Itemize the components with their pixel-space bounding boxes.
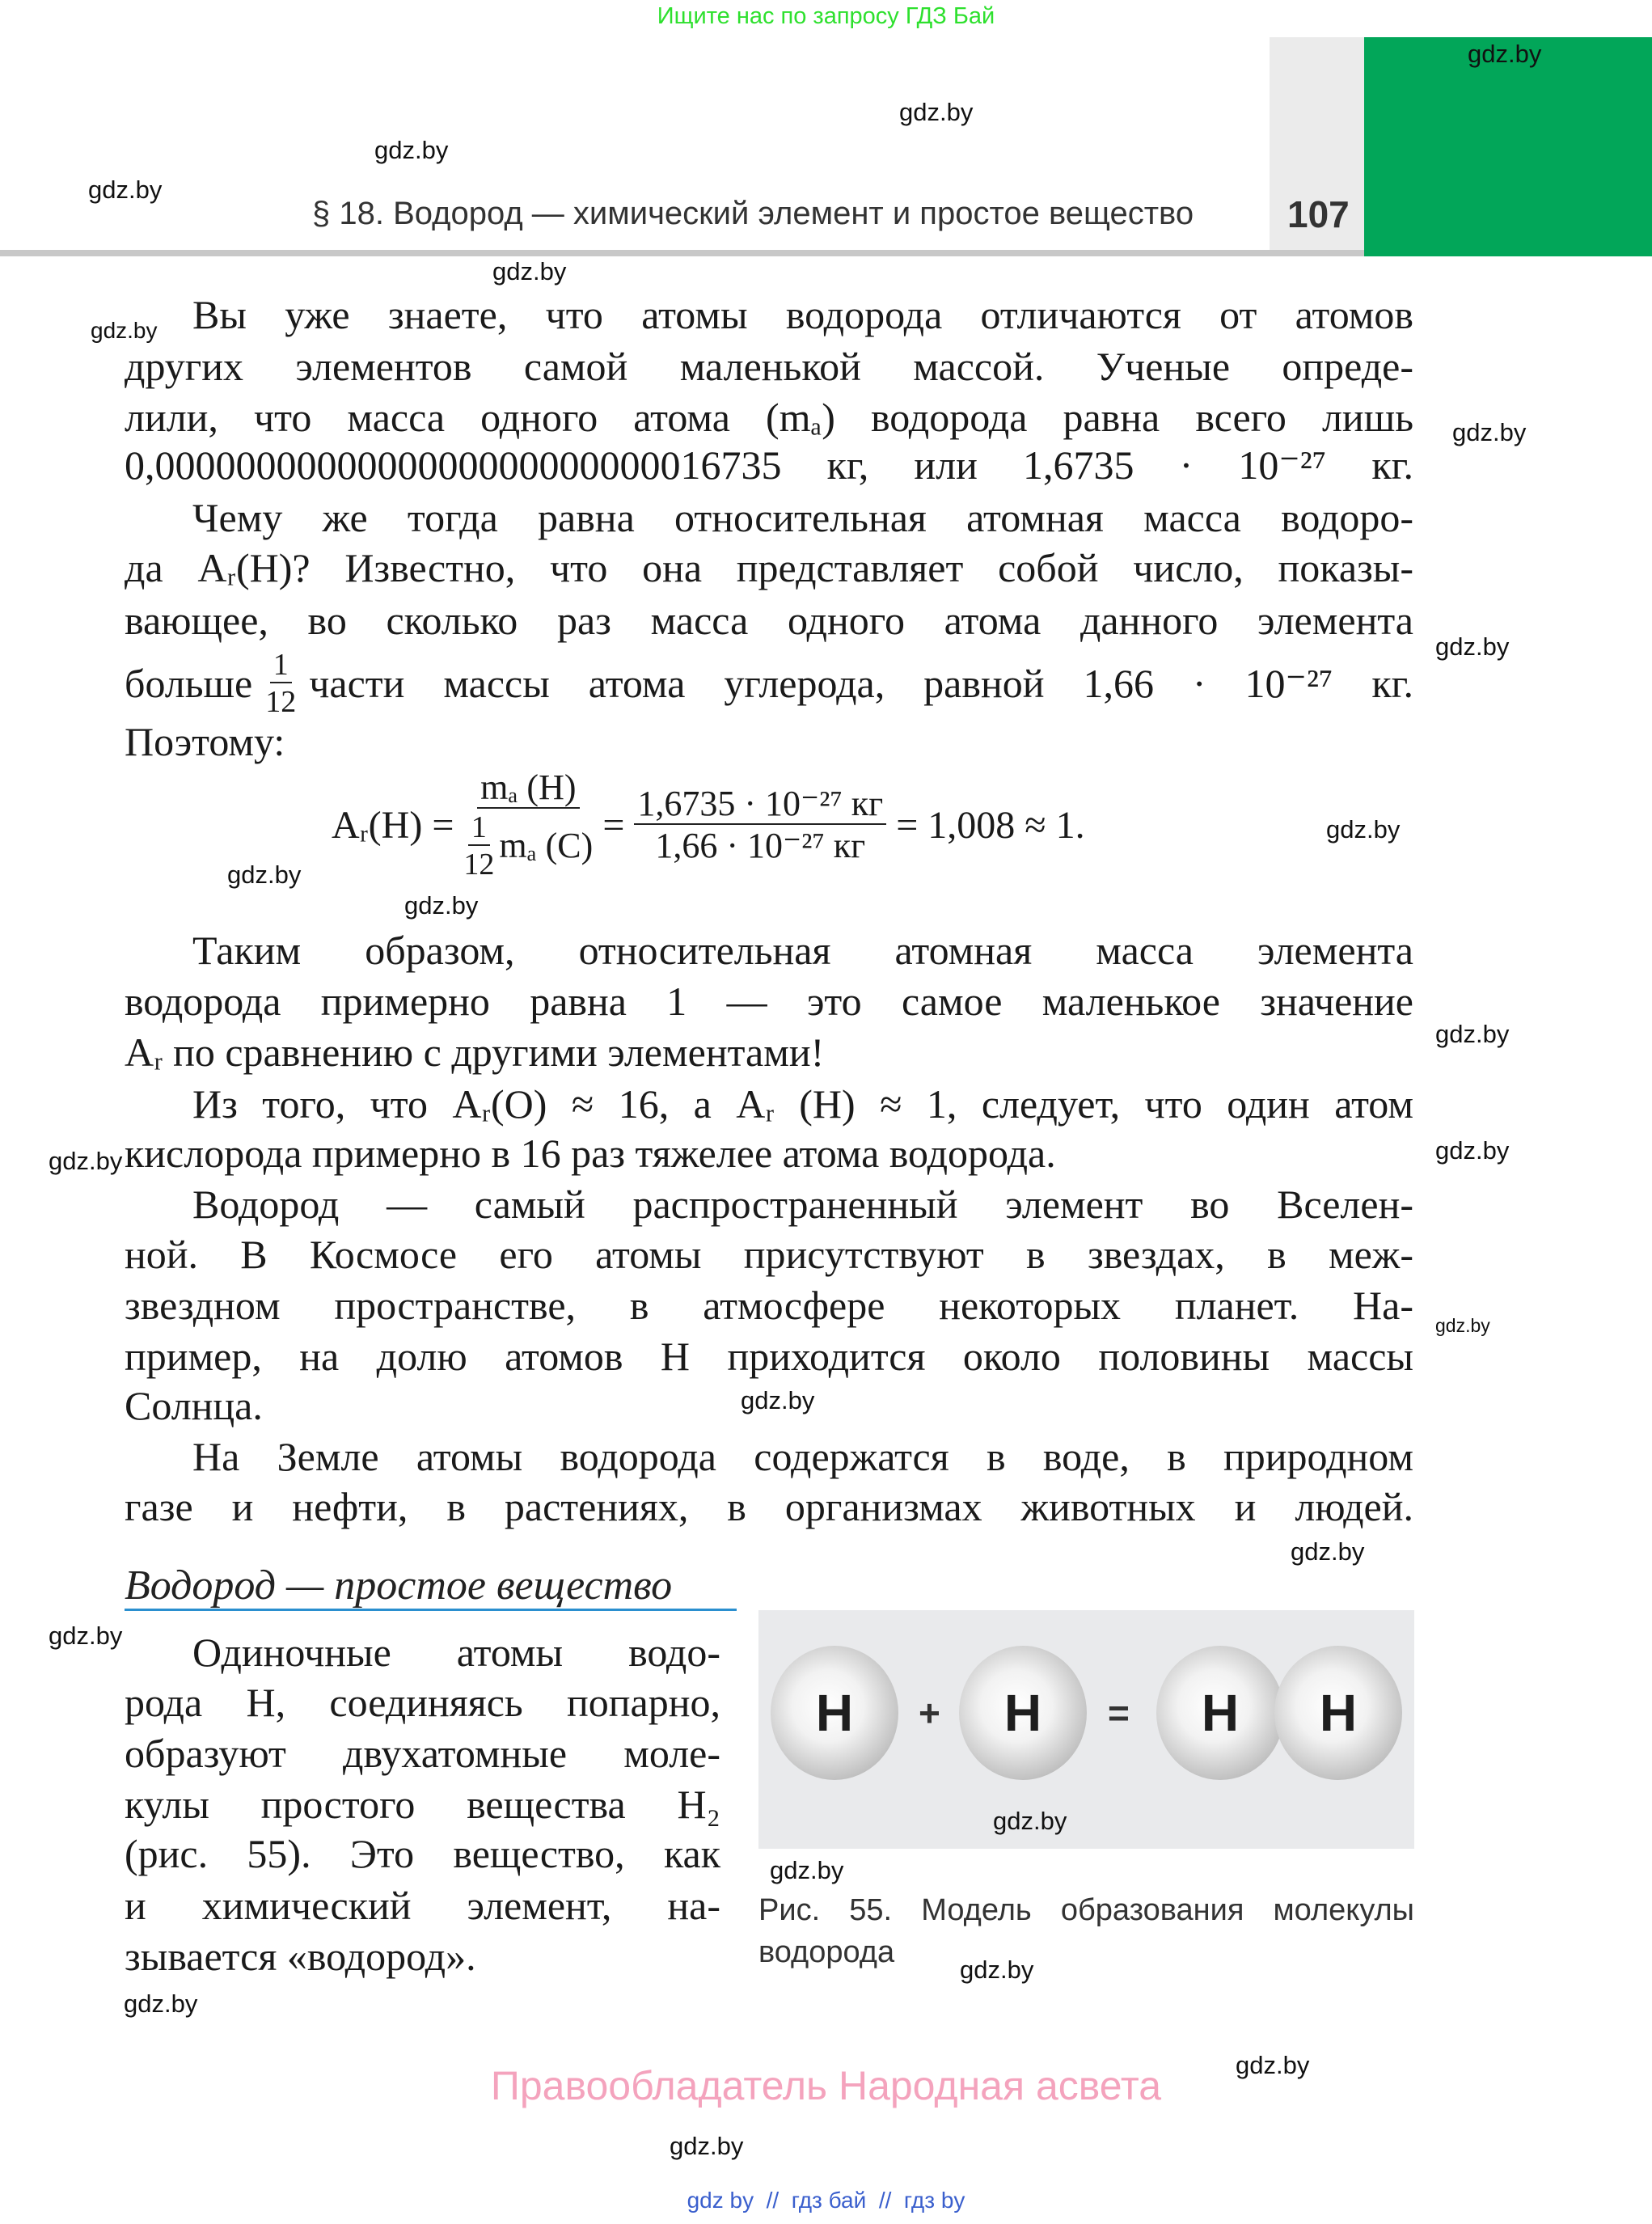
text-line: звездном пространстве, в атмосфере некоторых планет. На- <box>125 1283 1413 1328</box>
watermark: gdz.by <box>91 318 158 343</box>
text-line: Таким образом, относительная атомная масса элемента <box>192 928 1413 973</box>
text-line: и химический элемент, на- <box>125 1883 720 1928</box>
page-number: 107 <box>1287 193 1350 235</box>
watermark: gdz.by <box>1468 40 1542 68</box>
watermark: gdz.by <box>227 860 302 889</box>
relative-mass-formula <box>332 768 1085 882</box>
text-line: водорода примерно равна 1 — это самое маленькое значение <box>125 979 1413 1024</box>
formula-denominator <box>463 809 593 880</box>
text-line: Поэтому: <box>125 719 285 764</box>
formula-result: = 1,008 ≈ 1. <box>896 803 1085 847</box>
text-line: вающее, во сколько раз масса одного атома данного элемента <box>125 598 1413 643</box>
green-edge-tab <box>1364 37 1652 256</box>
hydrogen-atom: H <box>1274 1646 1402 1780</box>
watermark: gdz.by <box>124 1989 198 2018</box>
watermark: gdz.by <box>374 136 449 164</box>
text-line: да Aᵣ(H)? Известно, что она представляет собой число, показы- <box>125 545 1413 590</box>
text-line: Aᵣ по сравнению с другими элементами! <box>125 1030 825 1075</box>
figure-caption: водорода <box>758 1935 895 1969</box>
text-line: лили, что масса одного атома (mₐ) водорода равна всего лишь <box>125 395 1413 440</box>
watermark: gdz.by <box>670 2132 744 2160</box>
formula-equals: = <box>602 803 625 847</box>
fraction-one-twelfth <box>265 649 296 717</box>
text-line: пример, на долю атомов H приходится около половины массы <box>125 1334 1413 1379</box>
text-line: рода H, соединяясь попарно, <box>125 1680 720 1725</box>
text-line: зывается «водород». <box>125 1934 476 1979</box>
equals-sign: = <box>1108 1692 1130 1734</box>
formula-denominator: 1,66 · 10⁻²⁷ кг <box>655 826 866 865</box>
hydrogen-atom: H <box>959 1646 1087 1780</box>
formula-numerator: 1,6735 · 10⁻²⁷ кг <box>634 786 886 825</box>
watermark: gdz.by <box>49 1147 123 1175</box>
fraction-numerator: 1 <box>468 812 490 846</box>
watermark: gdz.by <box>1435 632 1510 661</box>
text-line: кулы простого вещества H₂ <box>125 1782 720 1827</box>
text-line: 0,0000000000000000000000000016735 кг, или 1,6735 · 10⁻²⁷ кг. <box>125 442 1413 488</box>
watermark: gdz.by <box>993 1807 1067 1835</box>
section-heading: Водород — простое вещество <box>125 1562 673 1609</box>
watermark: gdz.by <box>1236 2051 1310 2079</box>
heading-underline <box>125 1609 737 1611</box>
hydrogen-atom: H <box>771 1646 898 1780</box>
text-line: Солнца. <box>125 1383 263 1428</box>
watermark: gdz.by <box>88 175 163 204</box>
text-line: газе и нефти, в растениях, в организмах животных и людей. <box>125 1484 1413 1529</box>
footer-links[interactable]: gdz by // гдз бай // гдз by <box>687 2188 965 2213</box>
watermark: gdz.by <box>899 98 974 126</box>
text-line: Из того, что Aᵣ(O) ≈ 16, а Aᵣ (H) ≈ 1, следует, что один атом <box>192 1081 1413 1127</box>
fraction-denominator: 12 <box>265 685 297 719</box>
formula-numerator: mₐ (H) <box>477 770 579 809</box>
fraction-denominator: 12 <box>463 848 495 882</box>
watermark: gdz.by <box>960 1956 1034 1984</box>
text-line: других элементов самой маленькой массой. Ученые опреде- <box>125 344 1413 389</box>
text-line: образуют двухатомные моле- <box>125 1731 720 1776</box>
watermark: gdz.by <box>1326 815 1401 844</box>
fraction-numerator: 1 <box>270 649 292 683</box>
text-line: Вы уже знаете, что атомы водорода отличаются от атомов <box>192 292 1413 337</box>
watermark: gdz.by <box>1291 1537 1365 1566</box>
text-line: Одиночные атомы водо- <box>192 1630 720 1675</box>
watermark: gdz.by <box>49 1621 123 1650</box>
watermark: gdz.by <box>1452 418 1527 446</box>
formula-lhs: Aᵣ(H) = <box>332 803 454 847</box>
text-line: кислорода примерно в 16 раз тяжелее атома водорода. <box>125 1131 1056 1176</box>
watermark: gdz.by <box>404 891 479 920</box>
watermark: gdz.by <box>1435 1136 1510 1165</box>
text-segment: больше <box>125 661 253 706</box>
text-line-with-fraction <box>125 648 1413 719</box>
formula-fraction-2 <box>634 786 886 864</box>
figure-caption: Рис. 55. Модель образования молекулы <box>758 1893 1414 1927</box>
watermark: gdz.by <box>1435 1315 1490 1336</box>
search-banner[interactable]: Ищите нас по запросу ГДЗ Бай <box>657 3 995 29</box>
text-line: (рис. 55). Это вещество, как <box>125 1831 720 1876</box>
text-line: Чему же тогда равна относительная атомная масса водоро- <box>192 495 1413 540</box>
fraction-one-twelfth <box>463 812 494 880</box>
watermark: gdz.by <box>770 1856 844 1884</box>
hydrogen-molecule-figure <box>758 1610 1414 1849</box>
formula-mass-c: mₐ (C) <box>499 826 594 865</box>
formula-fraction-1 <box>463 767 594 882</box>
header-rule <box>0 250 1364 256</box>
plus-sign: + <box>919 1692 940 1734</box>
text-segment: части массы атома углерода, равной 1,66 · 10⁻²⁷ кг. <box>309 661 1413 706</box>
text-line: ной. В Космосе его атомы присутствуют в звездах, в меж- <box>125 1232 1413 1277</box>
watermark: gdz.by <box>741 1386 815 1414</box>
text-line: На Земле атомы водорода содержатся в воде, в природном <box>192 1434 1413 1479</box>
copyright-notice: Правообладатель Народная асвета <box>490 2063 1162 2108</box>
running-header: § 18. Водород — химический элемент и простое вещество <box>312 196 1194 231</box>
watermark: gdz.by <box>1435 1020 1510 1048</box>
hydrogen-atom: H <box>1156 1646 1284 1780</box>
watermark: gdz.by <box>492 257 567 285</box>
text-line: Водород — самый распространенный элемент во Вселен- <box>192 1182 1413 1227</box>
